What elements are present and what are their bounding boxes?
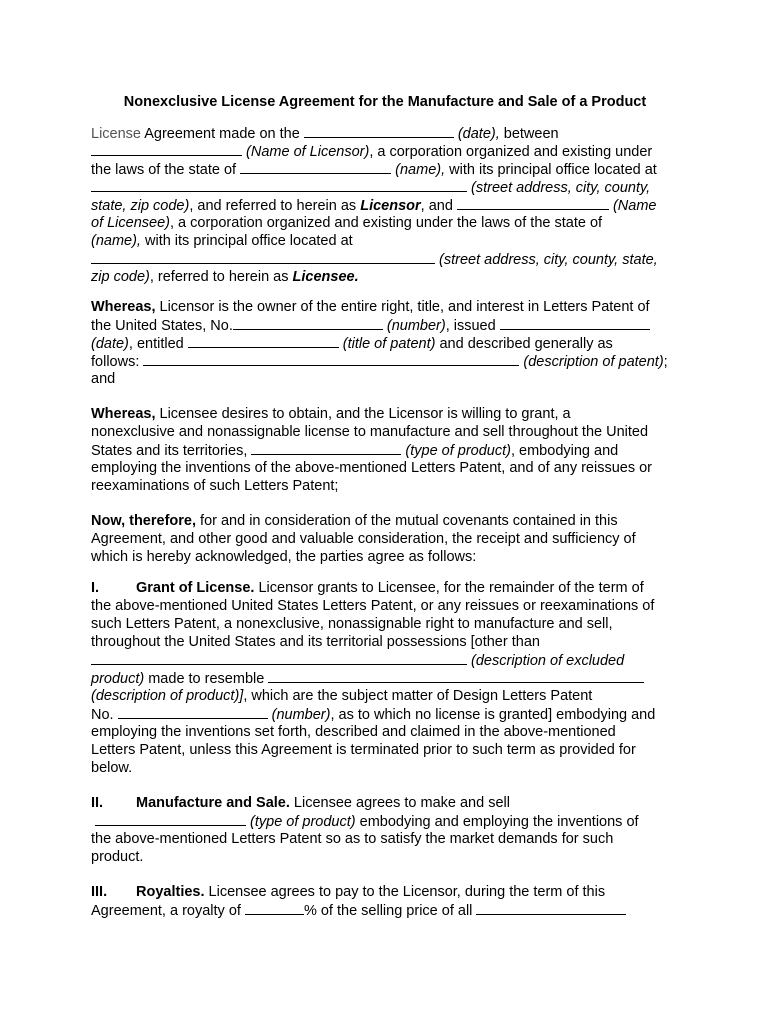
hint-description: (description of product)] bbox=[91, 688, 244, 704]
document-title: Nonexclusive License Agreement for the Manufacture and Sale of a Product bbox=[123, 94, 647, 110]
section-number: I. bbox=[91, 580, 100, 596]
licensor-name-blank[interactable] bbox=[91, 142, 242, 156]
text: Licensee agrees to pay to the Licensor, during the term of this bbox=[204, 884, 606, 900]
hint-title: (title of patent) bbox=[338, 336, 436, 352]
s1-line-4: throughout the United States and its territorial possessions [other than bbox=[91, 634, 540, 650]
hint-address: (street address, city, county, state, bbox=[435, 252, 658, 268]
s2-line-4: product. bbox=[91, 849, 144, 865]
s1-line-6 bbox=[91, 669, 644, 688]
p2-line-3 bbox=[91, 334, 613, 353]
s1-line-10: Letters Patent, unless this Agreement is terminated prior to such term as provided for bbox=[91, 742, 636, 758]
hint-product-type: (type of product) bbox=[246, 814, 356, 830]
text: , and bbox=[420, 198, 457, 214]
royalty-percent-blank[interactable] bbox=[245, 901, 304, 915]
hint-excluded: (description of excluded bbox=[467, 653, 625, 669]
design-patent-number-blank[interactable] bbox=[118, 705, 268, 719]
licensor-term: Licensor bbox=[360, 198, 421, 214]
s3-line-1 bbox=[91, 883, 605, 901]
s1-line-9: employing the inventions set forth, described and claimed in the above-mentioned bbox=[91, 724, 616, 740]
hint-state-zip: state, zip code) bbox=[91, 198, 190, 214]
text: No. bbox=[91, 707, 118, 723]
text: the United States, No. bbox=[91, 318, 233, 334]
p1-line-4 bbox=[91, 178, 650, 197]
s1-line-7 bbox=[91, 687, 592, 705]
text: Agreement, a royalty of bbox=[91, 903, 245, 919]
s2-line-1 bbox=[91, 794, 510, 812]
hint-zip: zip code) bbox=[91, 269, 150, 285]
text: , embodying and bbox=[510, 443, 619, 459]
p2-line-5 bbox=[91, 370, 115, 388]
text: and bbox=[91, 371, 116, 387]
patent-number-blank[interactable] bbox=[233, 316, 383, 330]
section-heading: Royalties. bbox=[136, 884, 205, 900]
hint-licensee: of Licensee) bbox=[91, 215, 170, 231]
p1-line-3 bbox=[91, 160, 657, 179]
p4-line-2: Agreement, and other good and valuable consideration, the receipt and sufficiency of bbox=[91, 531, 636, 547]
text: made to resemble bbox=[144, 671, 269, 687]
hint-product: product) bbox=[91, 671, 145, 687]
p1-line-1 bbox=[91, 124, 559, 143]
text: with its principal office located at bbox=[445, 162, 657, 178]
issue-date-blank[interactable] bbox=[500, 316, 650, 330]
hint-description: (description of patent) bbox=[519, 354, 664, 370]
p1-line-9 bbox=[91, 268, 359, 286]
p2-line-2 bbox=[91, 316, 650, 335]
text: States and its territories, bbox=[91, 443, 252, 459]
text: Licensor grants to Licensee, for the remainder of the term of bbox=[254, 580, 644, 596]
s2-product-type-blank[interactable] bbox=[95, 812, 246, 826]
s2-line-2 bbox=[91, 812, 639, 831]
p1-line-5 bbox=[91, 196, 656, 215]
licensee-name-blank[interactable] bbox=[457, 196, 609, 210]
hint-state: (name), bbox=[391, 162, 446, 178]
p1-line-6 bbox=[91, 214, 602, 232]
text: , issued bbox=[445, 318, 500, 334]
hint-licensee-name: (Name bbox=[608, 198, 657, 214]
licensor-address-blank[interactable] bbox=[91, 178, 467, 192]
p3-line-4: employing the inventions of the above-mentioned Letters Patent, and of any reissues or bbox=[91, 460, 653, 476]
p3-line-5: reexaminations of such Letters Patent; bbox=[91, 478, 339, 494]
text: , entitled bbox=[128, 336, 188, 352]
now-therefore-label: Now, therefore, bbox=[91, 513, 197, 529]
text: , referred to herein as bbox=[149, 269, 293, 285]
hint-date: (date) bbox=[91, 336, 129, 352]
text: between bbox=[499, 126, 559, 142]
text: Licensee agrees to make and sell bbox=[289, 795, 510, 811]
s1-line-3: such Letters Patent, a nonexclusive, nonassignable right to manufacture and sell, bbox=[91, 616, 613, 632]
section-number: II. bbox=[91, 795, 104, 811]
hint-date: (date), bbox=[453, 126, 500, 142]
p1-line-2 bbox=[91, 142, 652, 161]
s1-line-5 bbox=[91, 651, 624, 670]
patent-description-blank[interactable] bbox=[143, 352, 519, 366]
text: Licensee desires to obtain, and the Licensor is willing to grant, a bbox=[155, 406, 571, 422]
text: , which are the subject matter of Design Letters Patent bbox=[243, 688, 593, 704]
whereas-label: Whereas, bbox=[91, 406, 156, 422]
licensee-address-blank[interactable] bbox=[91, 250, 435, 264]
text: Licensor is the owner of the entire right, title, and interest in Letters Patent of bbox=[155, 299, 650, 315]
text: , as to which no license is granted] embodying and bbox=[330, 707, 656, 723]
text: with its principal office located at bbox=[140, 233, 353, 249]
excluded-product-blank[interactable] bbox=[91, 651, 467, 665]
s2-line-3: the above-mentioned Letters Patent so as to satisfy the market demands for such bbox=[91, 831, 614, 847]
p3-line-2: nonexclusive and nonassignable license to manufacture and sell throughout the United bbox=[91, 424, 649, 440]
p2-line-1 bbox=[91, 298, 650, 316]
resemble-product-blank[interactable] bbox=[268, 669, 644, 683]
text: , and referred to herein as bbox=[189, 198, 361, 214]
hint-state: (name), bbox=[91, 233, 141, 249]
p4-line-1 bbox=[91, 512, 618, 530]
p1-line-7 bbox=[91, 232, 353, 250]
s1-line-1 bbox=[91, 579, 644, 597]
p4-line-3: which is hereby acknowledged, the parties agree as follows: bbox=[91, 549, 477, 565]
text: , a corporation organized and existing under the laws of the state of bbox=[170, 215, 603, 231]
section-heading: Manufacture and Sale. bbox=[136, 795, 290, 811]
hint-number: (number) bbox=[267, 707, 331, 723]
s1-line-2: the above-mentioned United States Letters Patent, or any reissues or reexaminations of bbox=[91, 598, 655, 614]
section-heading: Grant of License. bbox=[136, 580, 255, 596]
text: % of the selling price of all bbox=[303, 903, 477, 919]
text: the laws of the state of bbox=[91, 162, 241, 178]
licensee-term: Licensee. bbox=[292, 269, 359, 285]
p2-line-4 bbox=[91, 352, 668, 371]
p3-line-1 bbox=[91, 405, 571, 423]
p3-line-3 bbox=[91, 441, 618, 460]
s1-line-8 bbox=[91, 705, 655, 724]
s3-line-2 bbox=[91, 901, 626, 920]
p1-line-8 bbox=[91, 250, 658, 269]
products-blank[interactable] bbox=[476, 901, 626, 915]
text: , a corporation organized and existing under bbox=[369, 144, 653, 160]
text: ; bbox=[663, 354, 668, 370]
text: for and in consideration of the mutual covenants contained in this bbox=[196, 513, 618, 529]
s1-line-11: below. bbox=[91, 760, 133, 776]
text: follows: bbox=[91, 354, 144, 370]
hint-licensor-name: (Name of Licensor) bbox=[242, 144, 370, 160]
patent-title-blank[interactable] bbox=[188, 334, 339, 348]
hint-address: (street address, city, county, bbox=[467, 180, 651, 196]
hint-product-type: (type of product) bbox=[401, 443, 511, 459]
text: Agreement made on the bbox=[140, 126, 304, 142]
section-number: III. bbox=[91, 884, 108, 900]
text: embodying and employing the inventions of bbox=[355, 814, 639, 830]
license-word: License bbox=[91, 126, 141, 142]
licensor-state-blank[interactable] bbox=[240, 160, 391, 174]
whereas-label: Whereas, bbox=[91, 299, 156, 315]
text: and described generally as bbox=[435, 336, 613, 352]
hint-number: (number) bbox=[382, 318, 446, 334]
date-blank[interactable] bbox=[304, 124, 454, 138]
product-type-blank[interactable] bbox=[251, 441, 401, 455]
